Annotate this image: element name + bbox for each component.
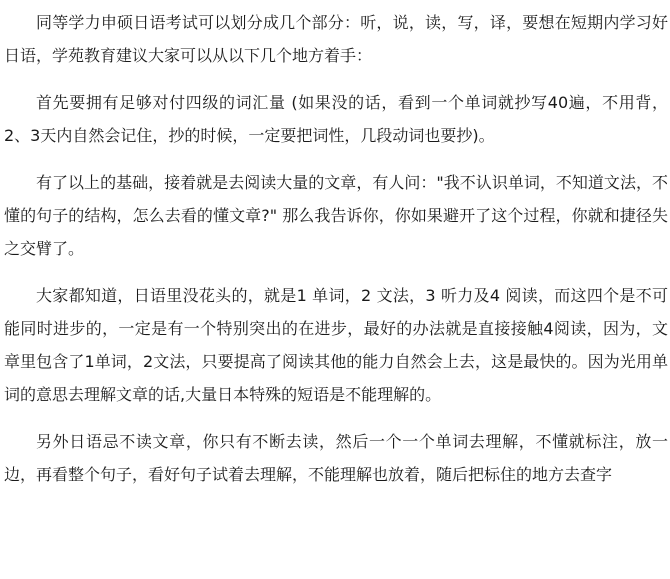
paragraph-four-skills: 大家都知道，日语里没花头的，就是1 单词，2 文法，3 听力及4 阅读，而这四个是不可能同时进步的，一定是有一个特别突出的在进步，最好的办法就是直接接触4阅读，因为，文章里包含了1单词，2文法，只要提高了阅读其他的能力自然会上去，这是最快的。因为光用单词的意思去理解文章的话,大量日本特殊的短语是不能理解的。 — [4, 286, 668, 404]
paragraph-vocabulary: 首先要拥有足够对付四级的词汇量 (如果没的话，看到一个单词就抄写40遍，不用背，2、3天内自然会记住，抄的时候，一定要把词性，几段动词也要抄)。 — [4, 93, 668, 145]
paragraph-reading: 有了以上的基础，接着就是去阅读大量的文章，有人问："我不认识单词，不知道文法，不懂的句子的结构，怎么去看的懂文章?" 那么我告诉你，你如果避开了这个过程，你就和捷径失之交臂了。 — [4, 173, 668, 258]
paragraph-intro: 同等学力申硕日语考试可以划分成几个部分：听，说，读，写，译，要想在短期内学习好日语，学苑教育建议大家可以从以下几个地方着手： — [4, 13, 668, 65]
paragraph-read-articles: 另外日语忌不读文章，你只有不断去读，然后一个一个单词去理解，不懂就标注，放一边，再看整个句子，看好句子试着去理解，不能理解也放着，随后把标住的地方去查字 — [4, 432, 668, 484]
article-body — [4, 0, 668, 491]
